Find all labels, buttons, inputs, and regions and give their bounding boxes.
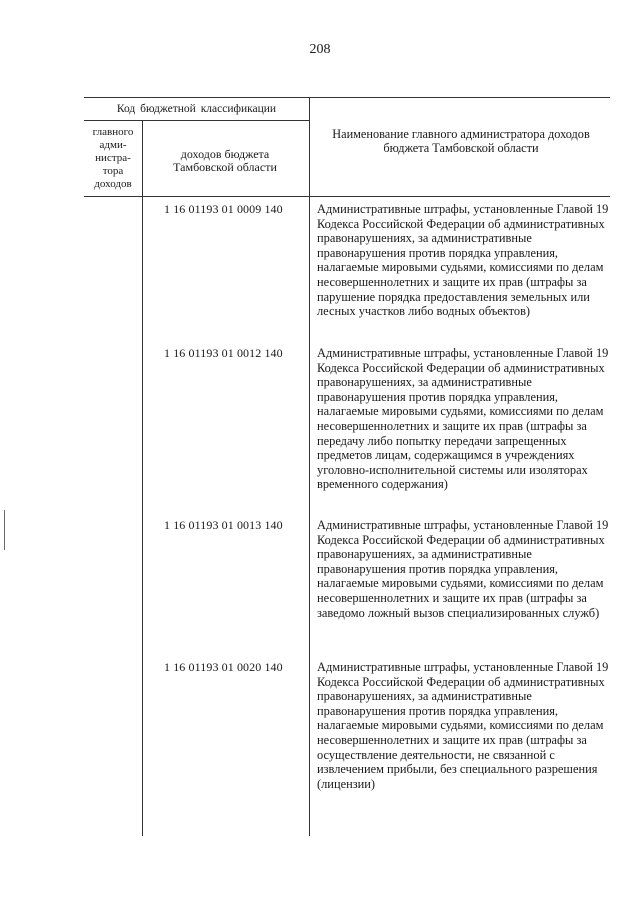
income-code: 1 16 01193 01 0009 140 — [164, 202, 283, 216]
header-col-income: доходов бюджета Тамбовской области — [173, 147, 277, 174]
header-bottom-rule — [84, 196, 610, 197]
income-code: 1 16 01193 01 0013 140 — [164, 518, 283, 532]
header-group-title: Код бюджетной классификации — [116, 103, 277, 115]
header-col-admin: главного адми-нистра-тора доходов — [92, 126, 134, 190]
income-name: Административные штрафы, установленные Главой 19 Кодекса Российской Федерации об административных правонарушениях, за административные правонарушения против порядка управления, налагаемые мировыми судьями, комиссиями по делам несовершеннолетних и защите их прав (штрафы за передачу либо попытку передачи запрещенных предметов лицам, содержащимся в учреждениях уголовно-исполнительной системы или изоляторах временного содержания) — [317, 346, 609, 492]
page-number: 208 — [309, 42, 331, 57]
header-col-name: Наименование главного администратора доходов бюджета Тамбовской области — [332, 127, 590, 155]
col-divider-name — [309, 97, 310, 836]
income-name: Административные штрафы, установленные Главой 19 Кодекса Российской Федерации об административных правонарушениях, за административные правонарушения против порядка управления, налагаемые мировыми судьями, комиссиями по делам несовершеннолетних и защите их прав (штрафы за заведомо ложный вызов специализированных служб) — [317, 518, 609, 620]
header-group-rule — [84, 120, 309, 121]
table-top-rule — [84, 97, 610, 98]
income-name: Административные штрафы, установленные Главой 19 Кодекса Российской Федерации об административных правонарушениях, за административные правонарушения против порядка управления, налагаемые мировыми судьями, комиссиями по делам несовершеннолетних и защите их прав (штрафы за осуществление деятельности, не связанной с извлечением прибыли, без специального разрешения (лицензии) — [317, 660, 609, 791]
col-divider-admin — [142, 120, 143, 836]
income-code: 1 16 01193 01 0020 140 — [164, 660, 283, 674]
income-code: 1 16 01193 01 0012 140 — [164, 346, 283, 360]
income-name: Административные штрафы, установленные Главой 19 Кодекса Российской Федерации об административных правонарушениях, за административные правонарушения против порядка управления, налагаемые мировыми судьями, комиссиями по делам несовершеннолетних и защите их прав (штрафы за парушение порядка предоставления земельных или лесных участков либо водных объектов) — [317, 202, 609, 319]
scan-margin-mark — [4, 510, 5, 550]
